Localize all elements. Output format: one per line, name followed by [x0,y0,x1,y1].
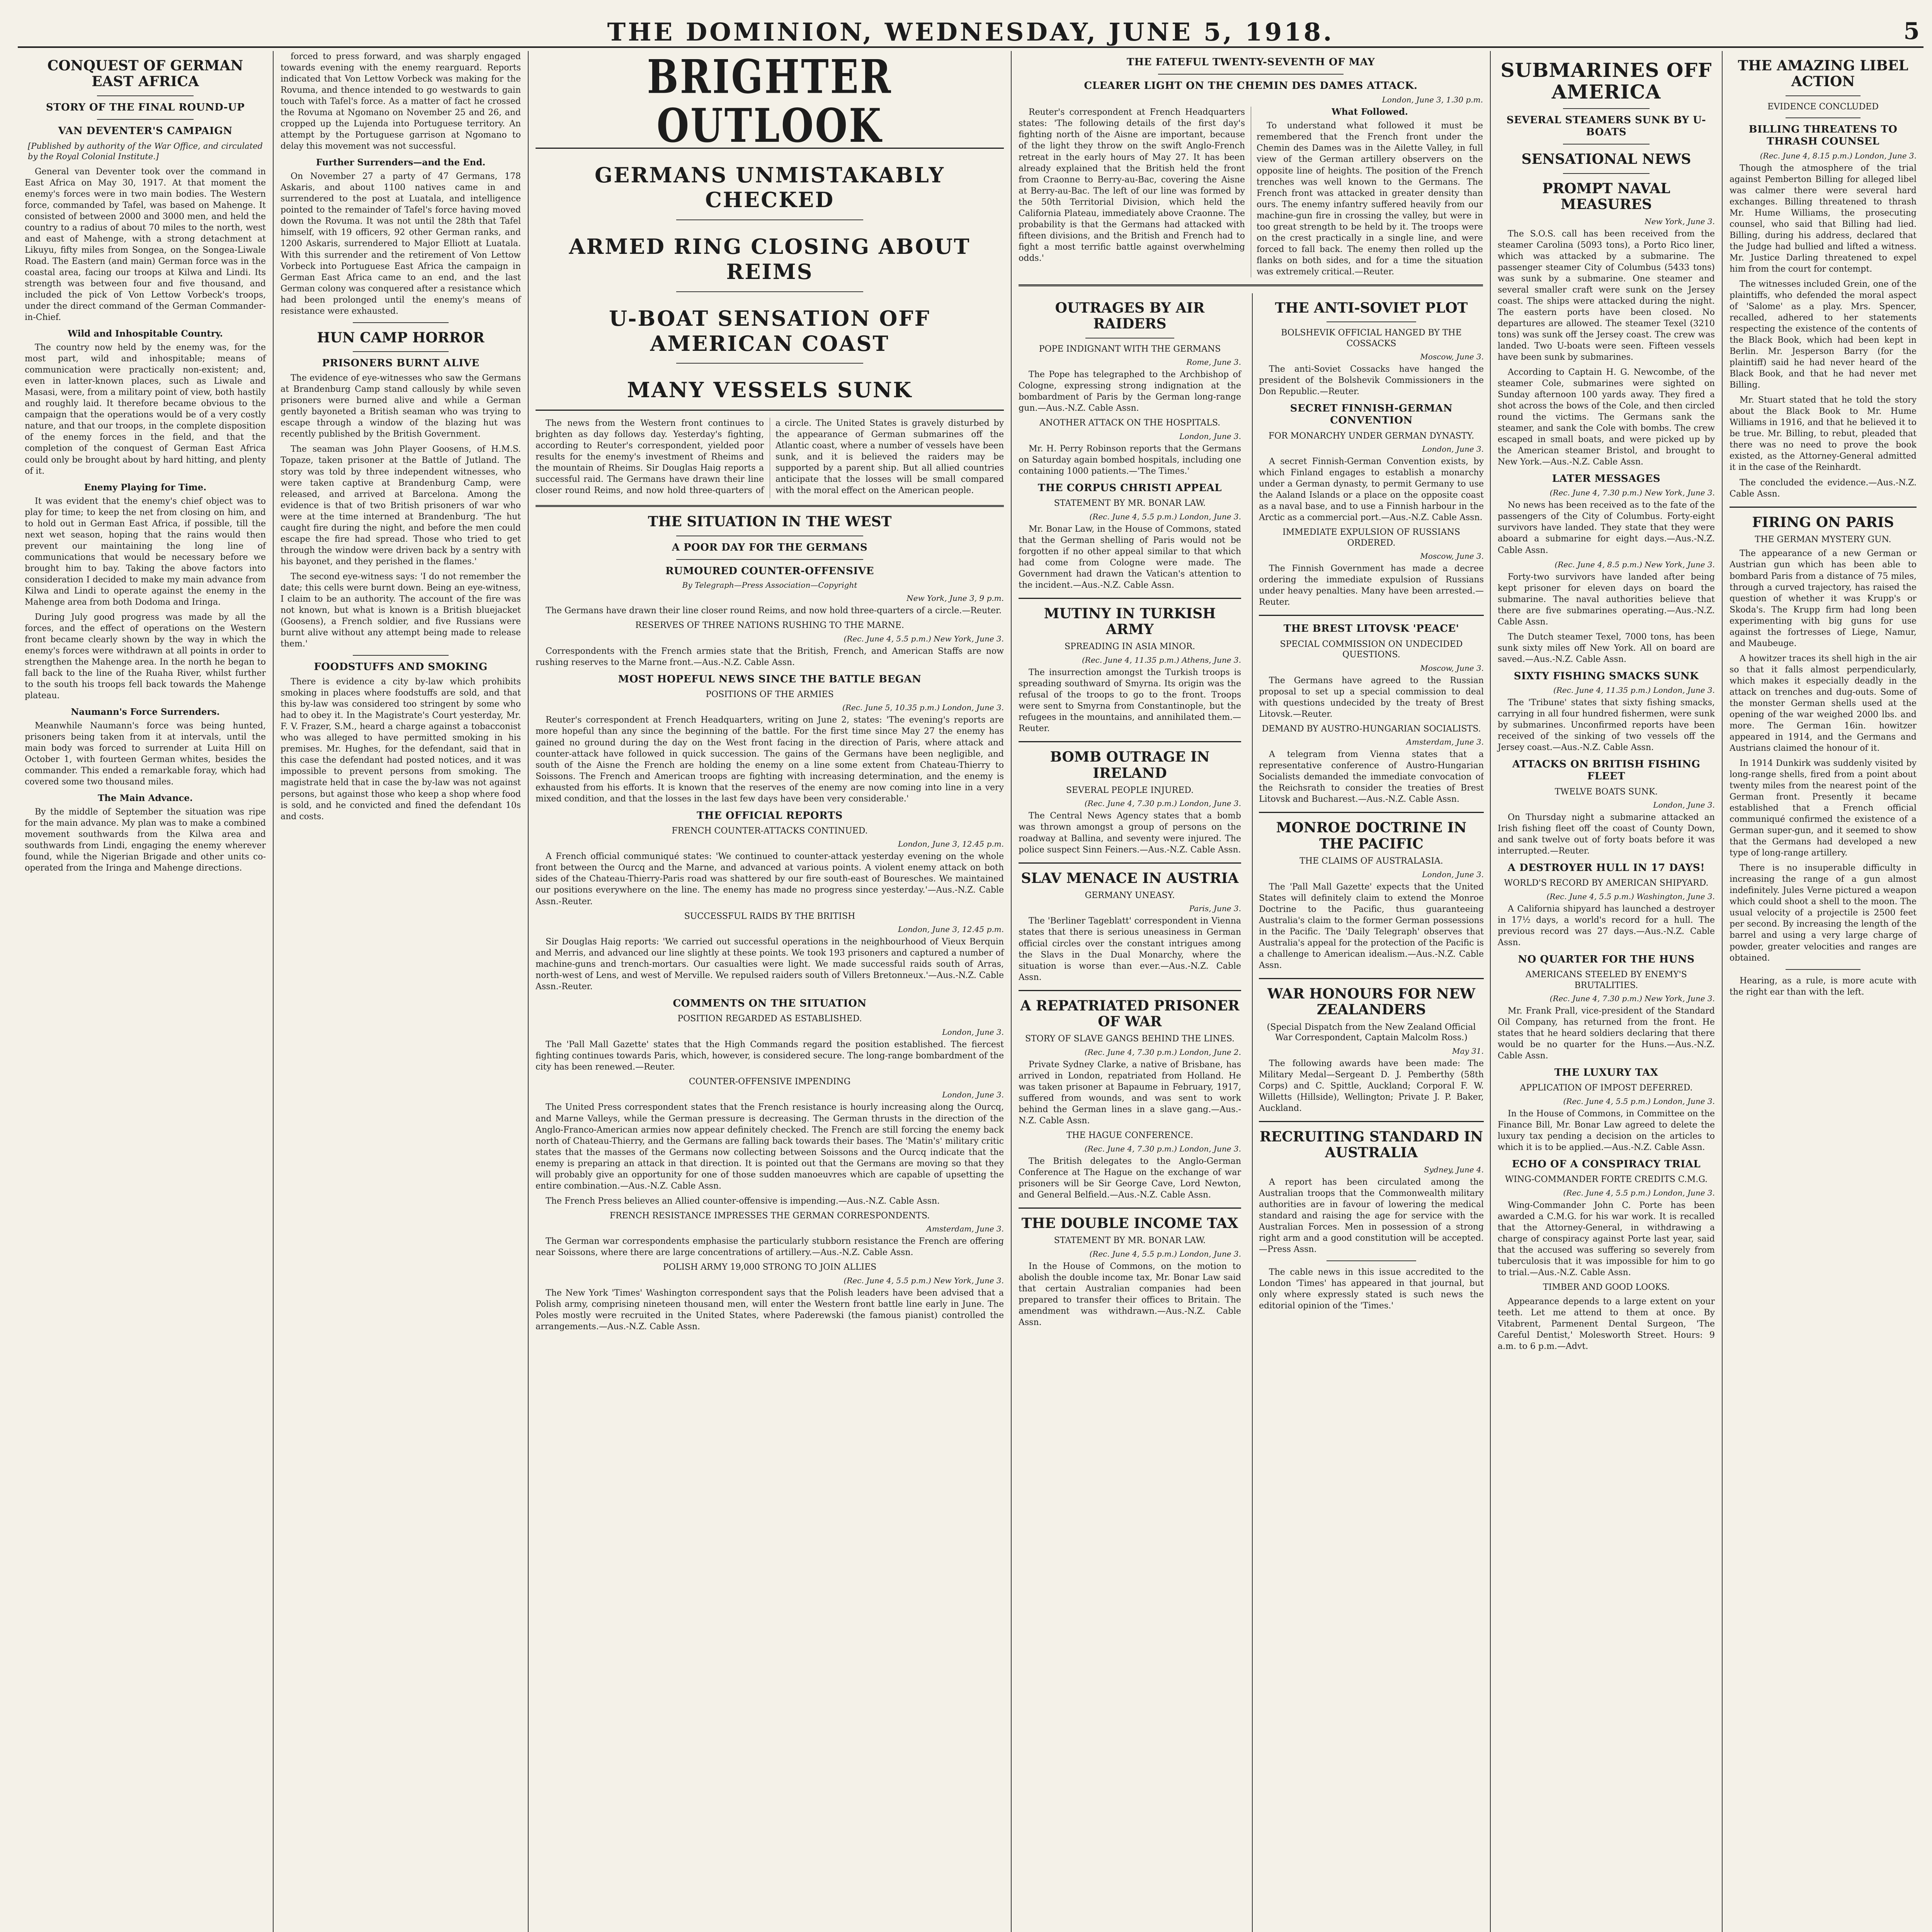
headline: SLAV MENACE IN AUSTRIA [1021,870,1239,886]
story-headline: THE CORPUS CHRISTI APPEAL [1037,482,1222,494]
divider [676,363,864,364]
headline: MUTINY IN TURKISH ARMY [1044,605,1216,638]
headline: SIXTY FISHING SMACKS SUNK [1514,670,1699,682]
divider [1327,1260,1417,1261]
subhead: What Followed. [1332,107,1408,117]
column-5 [1490,51,1722,1932]
paragraph: The evidence of eye-witnesses who saw the Germans at Brandenburg Camp stand callously by while seven prisoners were burned alive and while a German gently bayoneted a British seaman who was trying to escape through a window of the blazing hut was recently published by the British Government. [281,373,521,439]
paragraph: Mr. Stuart stated that he told the story about the Black Book to Mr. Hume Williams in 1916, and that he believed it to be true. Mr. Billing, to rebut, pleaded that there was no need to prove the book existed, as the Attorney-General admitted it in the case of the Reinhardt. [1730,395,1917,473]
deck: SPECIAL COMMISSION ON UNDECIDED QUESTIONS. [1280,639,1463,660]
paragraph: The Finnish Government has made a decree ordering the immediate expulsion of Russians under heavy penalties. Many have been arrested.—Reuter. [1259,564,1484,607]
deck: PRISONERS BURNT ALIVE [322,357,480,369]
paragraph: Though the atmosphere of the trial against Pemberton Billing for alleged libel was calmer there were several hard exchanges. Billing threatened to thrash Mr. Hume Williams, the prosecuting counsel, who said that Billing had lied. Billing, during his address, declared that the Judge had bullied and lifted a witness. Mr. Justice Darling threatened to expel him from the court for contempt. [1730,163,1917,274]
dateline: New York, June 3. [1645,216,1715,226]
dateline: Moscow, June 3. [1420,352,1484,362]
story-headline: COMMENTS ON THE SITUATION [673,998,867,1010]
deck: WING-COMMANDER FORTE CREDITS C.M.G. [1505,1175,1708,1185]
subdeck: VAN DEVENTER'S CAMPAIGN [58,125,233,137]
paragraph: forced to press forward, and was sharply engaged towards evening with the enemy rearguard. Reports indicated that Von Lettow Vorbeck was making for the Rovuma, and thence intended to go westwards to gain touch with Tafel's force. As a matter of fact he crossed the Rovuma at Ngomano on November 25 and 26, and cropped up the Lujenda into Portuguese territory. An attempt by the Portuguese garrison at Ngomano to delay this movement was not successful. [281,52,521,151]
deck: MANY VESSELS SUNK [627,378,913,403]
column-6 [1722,51,1923,1932]
story-headline: POLISH ARMY 19,000 STRONG TO JOIN ALLIES [663,1262,877,1272]
headline: NO QUARTER FOR THE HUNS [1518,953,1695,965]
story-headline: FRENCH RESISTANCE IMPRESSES THE GERMAN CORRESPONDENTS. [609,1211,930,1221]
paragraph: Reuter's correspondent at French Headquarters states: 'The following details of the first day's fighting north of the Aisne are important, because of the light they throw on the swift Anglo-French retreat in the early hours of May 27. It has been already explained that the British held the front from Craonne to Berry-au-Bac, covering the Aisne at Berry-au-Bac. The left of our line was formed by the 50th Territorial Division, which held the California Plateau, immediately above Craonne. The probability is that the Germans had attacked with fifteen divisions, and the British and French had to fight a most terrific battle against overwhelming odds.' [1019,107,1245,263]
divider [676,559,864,560]
story-headline: RESERVES OF THREE NATIONS RUSHING TO THE MARNE. [635,621,904,631]
dateline: Moscow, June 3. [1420,551,1484,561]
divider [536,410,1004,411]
paragraph: The United Press correspondent states that the French resistance is hourly increasing along the Ourcq, and Marne Valleys, while the German pressure is decreasing. The German thrusts in the direction of the Anglo-Franco-American armies now appear definitely checked. The French are still forcing the enemy back north of Chateau-Thierry, and the Germans are falling back towards their bases. The 'Matin's' military critic states that the masses of the Germans now collecting between Soissons and the Ourcq indicate that the enemy is preparing an attack in that direction. It is pointed out that the Germans are moving so that they will probably give an opportunity for one of those sudden manoeuvres which are capable of upsetting the entire combination.—Aus.-N.Z. Cable Assn. [536,1102,1004,1191]
paragraph: Sir Douglas Haig reports: 'We carried out successful operations in the neighbourhood of Vieux Berquin and Merris, and advanced our line slightly at these points. We took 193 prisoners and captured a number of machine-guns and trench-mortars. Our casualties were light. We made successful raids south of Arras, north-west of Lens, and west of Merville. We repulsed raiders south of Villers Bretonneux.'—Aus.-N.Z. Cable Assn.-Reuter. [536,937,1004,992]
bracket-note: [Published by authority of the War Office, and circulated by the Royal Colonial Institute.] [28,141,263,162]
headline: THE FATEFUL TWENTY-SEVENTH OF MAY [1126,56,1375,68]
story-headline: SUCCESSFUL RAIDS BY THE BRITISH [684,911,855,921]
deck: BILLING THREATENS TO THRASH COUNSEL [1748,124,1898,148]
dateline: (Rec. June 4, 7.30 p.m.) New York, June 3. [1549,488,1715,498]
column-3 [528,51,1011,1932]
deck: EVIDENCE CONCLUDED [1767,102,1879,112]
paragraph: The Pope has telegraphed to the Archbishop of Cologne, expressing strong indignation at the bombardment of Paris by the German long-range gun.—Aus.-N.Z. Cable Assn. [1019,370,1241,413]
main-headline: BRIGHTER OUTLOOK [647,51,893,153]
paragraph: There is no insuperable difficulty in increasing the range of a gun almost indefinitely. Jules Verne pictured a weapon which could shoot a shell to the moon. The usual velocity of a projectile is 2500 feet per second. By increasing the length of the barrel and using a very large charge of powder, greater velocities and ranges are obtained. [1730,863,1917,963]
headline: ECHO OF A CONSPIRACY TRIAL [1512,1158,1701,1170]
headline: MONROE DOCTRINE IN THE PACIFIC [1276,820,1467,852]
story-headline: IMMEDIATE EXPULSION OF RUSSIANS ORDERED. [1282,527,1460,548]
paragraph: To understand what followed it must be remembered that the French front under the Chemin des Dames was in the Ailette Valley, in full view of the German artillery observers on the opposite line of heights. The position of the French trenches was well known to the Germans. The French front was attacked in greater density than ours. The enemy infantry suffered heavily from our machine-gun fire in crossing the valley, but were in too great strength to be held by it. The troops were on the crest practically in a single line, and were forced to fall back. The enemy then rolled up the flanks on both sides, and for a time the situation was extremely critical.—Reuter. [1257,121,1483,277]
paragraph: On November 27 a party of 47 Germans, 178 Askaris, and about 1100 natives came in and surrendered to the post at Luatala, and intelligence pointed to the remainder of Tafel's force having moved down the Rovuma. It was not until the 28th that Tafel himself, with 19 officers, 92 other German ranks, and 1200 Askaris, surrendered to Major Elliott at Luatala. With this surrender and the retirement of Von Lettow Vorbeck into Portuguese East Africa the campaign in German East Africa came to an end, and the last German colony was conquered after a resistance which had been prolonged until the enemy's means of resistance were exhausted. [281,172,521,316]
dateline: Amsterdam, June 3. [926,1224,1004,1234]
story-deck: FRENCH COUNTER-ATTACKS CONTINUED. [672,826,868,836]
story-deck: POSITIONS OF THE ARMIES [706,689,834,699]
dateline: May 31. [1452,1046,1484,1056]
dateline: (Rec. June 4, 5.5 p.m.) London, June 3. [1563,1188,1715,1197]
divider [1786,117,1861,118]
headline: FIRING ON PARIS [1752,514,1894,531]
paragraph: It was evident that the enemy's chief object was to play for time; to keep the net from closing on him, and to hold out in German East Africa, if possible, till the next wet season, hoping that the rains would then prevent our maintaining the long line of communications that would be necessary before we brought him to bay. Taking the above factors into consideration I decided to make my main advance from Kilwa and Lindi to operate against the enemy in the Mahenge area from both Dodoma and Iringa. [25,496,266,607]
paragraph: Mr. Frank Prall, vice-president of the Standard Oil Company, has returned from the front. He states that he heard soldiers declaring that there would be no quarter for the Huns.—Aus.-N.Z. Cable Assn. [1498,1006,1715,1061]
headline: THE ANTI-SOVIET PLOT [1275,299,1468,316]
paragraph: The Germans have drawn their line closer round Reims, and now hold three-quarters of a circle.—Reuter. [546,606,1002,616]
divider [353,351,449,352]
paragraph: A California shipyard has launched a destroyer in 17½ days, a world's record for a hull. The previous record was 27 days.—Aus.-N.Z. Cable Assn. [1498,904,1715,947]
paragraph: Mr. H. Perry Robinson reports that the Germans on Saturday again bombed hospitals, including one containing 1000 patients.—'The Times.' [1019,444,1241,476]
paragraph: A report has been circulated among the Australian troops that the Commonwealth military authorities are in favour of lowering the medical standard and raising the age for service with the Australian Forces. Men in possession of a strong right arm and a good constitution will be accepted.—Press Assn. [1259,1177,1484,1254]
deck: CLEARER LIGHT ON THE CHEMIN DES DAMES ATTACK. [1084,80,1418,92]
column-2 [273,51,528,1932]
divider [536,505,1004,507]
headline: CONQUEST OF GERMAN EAST AFRICA [47,58,243,90]
paragraph: In the House of Commons, in Committee on the Finance Bill, Mr. Bonar Law agreed to delete the luxury tax pending a decision on the articles to which it is to be applied.—Aus.-N.Z. Cable Assn. [1498,1109,1715,1153]
dateline: (Rec. June 4, 7.30 p.m.) London, June 3. [1084,1144,1241,1153]
dateline: London, June 3. [1422,869,1484,879]
paragraph: The 'Tribune' states that sixty fishing smacks, carrying in all four hundred fishermen, were sunk by submarines. Unconfirmed reports have been received of the sinking of two vessels off the Jersey coast.—Aus.-N.Z. Cable Assn. [1498,697,1715,753]
dateline: (Rec. June 4, 5.5 p.m.) Washington, June 3. [1546,891,1715,901]
headline: SUBMARINES OFF AMERICA [1500,59,1712,103]
paragraph: Mr. Bonar Law, in the House of Commons, stated that the German shelling of Paris would not be forgotten if no other appeal similar to that which had come from Cologne were made. The Government had drawn the Vatican's attention to the incident.—Aus.-N.Z. Cable Assn. [1019,524,1241,590]
story-headline: COUNTER-OFFENSIVE IMPENDING [689,1077,851,1087]
deck: STORY OF THE FINAL ROUND-UP [46,101,245,113]
paragraph: The concluded the evidence.—Aus.-N.Z. Cable Assn. [1730,478,1917,499]
paragraph: The anti-Soviet Cossacks have hanged the president of the Bolshevik Commissioners in the Don Republic.—Reuter. [1259,364,1484,397]
deck: SPREADING IN ASIA MINOR. [1064,642,1196,652]
paragraph: The British delegates to the Anglo-German Conference at The Hague on the exchange of war prisoners will be Sir George Cave, Lord Newton, and General Belfield.—Aus.-N.Z. Cable Assn. [1019,1156,1241,1200]
story-deck: STATEMENT BY MR. BONAR LAW. [1054,498,1206,508]
dateline: London, June 3, 12.45 p.m. [898,925,1004,934]
section-headline: THE SITUATION IN THE WEST [648,514,892,530]
credit-line: By Telegraph—Press Association—Copyright [682,580,857,590]
headline: RECRUITING STANDARD IN AUSTRALIA [1259,1128,1483,1161]
subhead: Further Surrenders—and the End. [316,157,486,168]
divider [353,655,449,656]
headline: WAR HONOURS FOR NEW ZEALANDERS [1267,985,1476,1018]
dateline: (Rec. June 4, 5.5 p.m.) New York, June 3. [844,634,1004,643]
paragraph: By the middle of September the situation was ripe for the main advance. My plan was to make a combined movement southwards from the Kilwa area and southwards from Lindi, engaging the enemy wherever found, while the Nigerian Brigade and other units co-operated from the Iringa and Mahenge directions. [25,807,266,873]
paragraph: The 'Pall Mall Gazette' states that the High Commands regard the position established. The fiercest fighting continues towards Paris, which, however, is considered secure. The long-range bombardment of the city has been renewed.—Reuter. [536,1039,1004,1072]
story-deck: FOR MONARCHY UNDER GERMAN DYNASTY. [1268,431,1475,441]
divider [1019,1208,1241,1209]
dateline: (Rec. June 4, 11.35 p.m.) London, June 3. [1553,685,1715,695]
divider [1786,95,1861,96]
paragraph: The New York 'Times' Washington correspondent says that the Polish leaders have been advised that a Polish army, comprising nineteen thousand men, will enter the Western front battle line early in June. The Poles mostly were recruited in the United States, where Paderewski (the famous pianist) controlled the arrangements.—Aus.-N.Z. Cable Assn. [536,1288,1004,1332]
dateline: Rome, June 3. [1186,357,1241,367]
column-4 [1011,51,1490,1932]
divider [1019,741,1241,742]
deck: STORY OF SLAVE GANGS BEHIND THE LINES. [1025,1034,1235,1044]
divider [1259,812,1484,813]
paragraph: The second eye-witness says: 'I do not remember the date; this cells were burnt down. Being an eye-witness, I claim to be an authority. The account of the fire was not known, but what is known is a British bluejacket (Goosens), a French soldier, and five Russians were burnt alive without any attempt being made to release them.' [281,571,521,649]
dateline: (Rec. June 5, 10.35 p.m.) London, June 3. [842,703,1004,713]
subhead: Enemy Playing for Time. [84,482,207,493]
paragraph: Meanwhile Naumann's force was being hunted, prisoners being taken from it at intervals, until the main body was forced to surrender at Luita Hill on October 1, with fourteen German whites, besides the commander. This ended a remarkable foray, which had covered some two thousand miles. [25,721,266,787]
headline: OUTRAGES BY AIR RAIDERS [1055,299,1205,332]
deck: THE CLAIMS OF AUSTRALASIA. [1299,856,1443,866]
paragraph: No news has been received as to the fate of the passengers of the City of Columbus. Forty-eight survivors have landed. They state that they were aboard a submarine for eight days.—Aus.-N.Z. Cable Assn. [1498,500,1715,555]
paragraph: Reuter's correspondent at French Headquarters, writing on June 2, states: 'The evening's reports are more hopeful than any since the beginning of the battle. For the first time since May 27 the enemy has gained no ground during the day on the West front facing in the direction of Paris, where attack and counter-attack have followed in quick succession. The gains of the Germans have been negligible, and south of the Aisne the French are holding the enemy on a line some extent from Chateau-Thierry to Soissons. The French and American troops are fighting with increasing determination, and the enemy is exhausted from his efforts. It is known that the reserves of the enemy are now coming into line in a very mixed condition, and that the losses in the last few days have been very considerable.' [536,715,1004,804]
dateline: London, June 3. [1653,800,1715,810]
divider [97,119,194,120]
divider [1019,862,1241,864]
paragraph: The country now held by the enemy was, for the most part, wild and inhospitable; means of communication were practically non-existent; and, even in latter-known places, such as Liwale and Masasi, were, from a military point of view, both hastily and roughly laid. It therefore became obvious to the campaign that the operations would be of a very costly nature, and that our troops, in the complete disposition of the enemy forces in the field, and that the completion of the conquest of German East Africa could only be brought about by hard hitting, and plenty of it. [25,343,266,476]
lead-block [536,418,1004,498]
paragraph: The witnesses included Grein, one of the plaintiffs, who defended the moral aspect of 'Salome' as a play. Mrs. Spencer, recalled, adhered to her statements respecting the existence of the contents of the Black Book, which had been kept in Berlin. Mr. Jesperson Barry (for the plaintiff) said he had never heard of the Black Book, and that he had never met Billing. [1730,279,1917,390]
deck: GERMANS UNMISTAKABLY CHECKED [595,162,945,213]
divider [1563,144,1650,145]
paragraph: In the House of Commons, on the motion to abolish the double income tax, Mr. Bonar Law said that certain Australian companies had been prepared to transfer their offices to Britain. The amendment was withdrawn.—Aus.-N.Z. Cable Assn. [1019,1261,1241,1327]
divider [97,95,194,96]
story-headline: THE OFFICIAL REPORTS [697,810,843,821]
story-headline: THE HAGUE CONFERENCE. [1066,1131,1194,1141]
split-columns [1019,293,1483,1932]
dateline: Sydney, June 4. [1424,1165,1484,1174]
paragraph: Private Sydney Clarke, a native of Brisbane, has arrived in London, repatriated from Holland. He was taken prisoner at Bapaume in February, 1917, suffered from wounds, and was sent to work behind the German lines in a slave gang.—Aus.-N.Z. Cable Assn. [1019,1060,1241,1126]
paragraph: The German war correspondents emphasise the particularly stubborn resistance the French are offering near Soissons, where there are large concentrations of artillery.—Aus.-N.Z. Cable Assn. [536,1236,1004,1258]
dateline: (Rec. June 4, 5.5 p.m.) London, June 3. [1089,1249,1241,1259]
dateline: New York, June 3, 9 p.m. [906,594,1004,603]
subhead: Naumann's Force Surrenders. [71,707,220,718]
divider [1786,969,1861,970]
deck: (Special Dispatch from the New Zealand Official War Correspondent, Captain Malcolm Ross.) [1267,1022,1476,1043]
headline: HUN CAMP HORROR [317,329,485,346]
deck: THE GERMAN MYSTERY GUN. [1755,534,1891,544]
story-deck: POSITION REGARDED AS ESTABLISHED. [677,1014,862,1024]
section-deck: A POOR DAY FOR THE GERMANS [672,541,868,553]
paragraph: A howitzer traces its shell high in the air so that it falls almost perpendicularly, which makes it especially deadly in the attack on trenches and dug-outs. Some of the monster German shells used at the opening of the war weighed 2000 lbs. and more. The German 16in. howitzer appeared in 1914, and the Germans and Austrians claimed the honour of it. [1730,653,1917,753]
paragraph: The S.O.S. call has been received from the steamer Carolina (5093 tons), a Porto Rico liner, which was attacked by a submarine. The passenger steamer City of Columbus (5433 tons) was sunk by a submarine. One steamer and several smaller craft were sunk on the Jersey coast. The ships were attacked during the night. The eastern ports have been closed. No departures are allowed. The steamer Texel (3210 tons) was sunk off the Jersey coast. The crew was landed. Two U-boats were seen. Fifteen vessels have been sunk by submarines. [1498,229,1715,362]
divider [1259,1121,1484,1122]
divider [1730,507,1917,508]
dateline: London, June 3. [1422,444,1484,454]
paragraph: In 1914 Dunkirk was suddenly visited by long-range shells, fired from a point about twenty miles from the nearest point of the German front. Presently it became established that a French official communiqué confirmed the existence of a German super-gun, and it seemed to show that the Germans had developed a new type of long-range artillery. [1730,759,1917,858]
paragraph: Forty-two survivors have landed after being kept prisoner for eleven days on board the submarine. The naval authorities believe that there are five submarines operating.—Aus.-N.Z. Cable Assn. [1498,572,1715,627]
dateline: (Rec. June 4, 5.5 p.m.) New York, June 3. [844,1276,1004,1285]
paragraph: The seaman was John Player Goosens, of H.M.S. Topaze, taken prisoner at the Battle of Jutland. The story was told by three independent witnesses, who were taken captive at Brandenburg Camp, were released, and arrived at Barcelona. Among the evidence is that of two British prisoners of war who were at the time interned at Brandenburg. 'The hut caught fire during the night, and before the men could escape the fire had spread. Those who tried to get through the window were driven back by a sentry with his bayonet, and they perished in the flames.' [281,444,521,566]
dateline: London, June 3. [942,1090,1004,1100]
story-headline: ANOTHER ATTACK ON THE HOSPITALS. [1039,418,1221,428]
paragraph: The 'Pall Mall Gazette' expects that the United States will definitely claim to extend the Monroe Doctrine to the Pacific, thus guaranteeing Australia's claim to the former German possessions in the Pacific. The 'Daily Telegraph' observes that Australia's appeal for the protection of the Pacific is a challenge to American idealism.—Aus.-N.Z. Cable Assn. [1259,882,1484,970]
deck: GERMANY UNEASY. [1085,890,1175,900]
deck: ARMED RING CLOSING ABOUT REIMS [569,234,971,284]
paragraph: The Dutch steamer Texel, 7000 tons, has been sunk sixty miles off New York. All on board are saved.—Aus.-N.Z. Cable Assn. [1498,632,1715,664]
headline: A REPATRIATED PRISONER OF WAR [1020,997,1240,1030]
dateline: London, June 3. [942,1027,1004,1037]
deck: SEVERAL PEOPLE INJURED. [1066,785,1194,795]
story-headline: SECRET FINNISH-GERMAN CONVENTION [1290,403,1453,427]
notice: The cable news in this issue accredited to the London 'Times' has appeared in that journal, but only where expressly stated is such news the editorial opinion of the 'Times.' [1259,1267,1484,1311]
dateline: Amsterdam, June 3. [1406,737,1484,747]
divider [1158,74,1344,75]
section-subdeck: RUMOURED COUNTER-OFFENSIVE [665,565,874,577]
paragraph: The 'Berliner Tageblatt' correspondent in Vienna states that there is serious uneasiness in German official circles over the constant intrigues among the Slavs in the Dual Monarchy, where the situation is worse than ever.—Aus.-N.Z. Cable Assn. [1019,916,1241,982]
masthead [18,15,1923,48]
divider [676,291,864,292]
advert-headline: TIMBER AND GOOD LOOKS. [1543,1282,1670,1293]
dateline: London, June 3, 1.30 p.m. [1382,95,1483,105]
deck: WORLD'S RECORD BY AMERICAN SHIPYARD. [1504,878,1709,888]
deck: TWELVE BOATS SUNK. [1554,787,1658,797]
sub-column-right [1252,293,1484,1932]
paragraph: A telegram from Vienna states that a representative conference of Austro-Hungarian Socialists demanded the immediate convocation of the Reichsrath to consider the treaties of Brest Litovsk and Bucharest.—Aus.-N.Z. Cable Assn. [1259,750,1484,804]
divider [1563,108,1650,109]
headline: PROMPT NAVAL MEASURES [1542,180,1670,213]
headline: BOMB OUTRAGE IN IRELAND [1050,749,1210,781]
dateline: (Rec. June 4, 5.5 p.m.) London, June 3. [1563,1096,1715,1106]
dateline: (Rec. June 4, 7.30 p.m.) London, June 3. [1084,799,1241,808]
dateline: London, June 3, 12.45 p.m. [898,839,1004,849]
masthead-title: THE DOMINION, WEDNESDAY, JUNE 5, 1918. [607,18,1334,47]
headline: A DESTROYER HULL IN 17 DAYS! [1507,862,1705,874]
subhead: Wild and Inhospitable Country. [68,328,223,339]
deck: SENSATIONAL NEWS [1521,151,1691,168]
story-headline: DEMAND BY AUSTRO-HUNGARIAN SOCIALISTS. [1262,724,1481,734]
divider [1019,284,1483,286]
divider [1019,990,1241,991]
paragraph: According to Captain H. G. Newcombe, of the steamer Cole, submarines were sighted on Sunday afternoon 100 yards away. They fired a shot across the bows of the Cole, and then circled round the victims. The Germans sank the steamer, and sank the Cole with bombs. The crew escaped in small boats, and were picked up by the American steamer Bristol, and brought to New York.—Aus.-N.Z. Cable Assn. [1498,367,1715,467]
deck: POPE INDIGNANT WITH THE GERMANS [1039,344,1221,354]
dateline: (Rec. June 4, 7.30 p.m.) New York, June 3. [1549,994,1715,1003]
paragraph: There is evidence a city by-law which prohibits smoking in places where foodstuffs are sold, and that this by-law was considered too stringent by some who had to obey it. In the Magistrate's Court yesterday, Mr. F. V. Frazer, S.M., heard a charge against a tobacconist who was alleged to have permitted smoking in his premises. Mr. Hughes, for the defendant, said that in this case the defendant had posted notices, and it was impossible to prevent persons from smoking. The magistrate held that in case the by-law was not against persons, but against those who keep a shop where food is sold, and he convicted and fined the defendant 10s and costs. [281,677,521,821]
deck: BOLSHEVIK OFFICIAL HANGED BY THE COSSACKS [1281,328,1462,349]
headline: THE AMAZING LIBEL ACTION [1738,58,1908,90]
divider [676,219,864,220]
column-1 [18,51,273,1932]
columns [18,51,1923,1932]
deck: STATEMENT BY MR. BONAR LAW. [1054,1236,1206,1246]
filler-paragraph: Hearing, as a rule, is more acute with the right ear than with the left. [1730,976,1917,997]
paragraph: General van Deventer took over the command in East Africa on May 30, 1917. At that moment the enemy's forces were in two main bodies. The Western force, commanded by Tafel, was based on Mahenge. It consisted of between 2000 and 3000 men, and held the country to a radius of about 70 miles to the north, west and east of Mahenge, with a strong detachment at Likuyu, fifty miles from Songea, on the Songea-Liwale Road. The Eastern (and main) German force was in the coastal area, facing our troops at Kilwa and Lindi. Its strength was between four and five thousand, and included the pick of Von Lettow Vorbeck's troops, under the direct command of the German Commander-in-Chief. [25,167,266,323]
deck: SEVERAL STEAMERS SUNK BY U-BOATS [1506,114,1706,138]
subhead: The Main Advance. [98,793,193,804]
dateline: (Rec. June 4, 8.5 p.m.) New York, June 3. [1554,560,1715,569]
story-headline: MOST HOPEFUL NEWS SINCE THE BATTLE BEGAN [618,673,922,685]
paragraph: Correspondents with the French armies state that the British, French, and American Staffs are now rushing reserves to the Marne front.—Aus.-N.Z. Cable Assn. [536,646,1004,667]
dateline: London, June 3. [1179,431,1241,441]
paragraph: The French Press believes an Allied counter-offensive is impending.—Aus.-N.Z. Cable Assn. [546,1196,940,1206]
divider [1563,173,1650,174]
paragraph: During July good progress was made by all the forces, and the effect of operations on the Western front became clearly shown by the way in which the enemy's forces were withdrawn at all points in order to strengthen the Mahenge area. In the north he began to fall back to the line of the Ruaha River, whilst further to the south his troops fell back towards the Mahenge plateau. [25,612,266,701]
headline: THE LUXURY TAX [1554,1067,1658,1079]
dateline: (Rec. June 4, 5.5 p.m.) London, June 3. [1089,512,1241,521]
dateline: Moscow, June 3. [1420,663,1484,673]
headline: THE BREST LITOVSK 'PEACE' [1283,623,1459,635]
paragraph: The following awards have been made: The Military Medal—Sergeant D. J. Pemberthy (58th Corps) and C. Spittle, Auckland; Corporal F. W. Willetts (Hillside), Wellington; Private J. P. Baker, Auckland. [1259,1058,1484,1113]
headline: ATTACKS ON BRITISH FISHING FLEET [1512,759,1701,782]
divider [1259,615,1484,616]
dateline: Paris, June 3. [1189,904,1241,913]
deck: APPLICATION OF IMPOST DEFERRED. [1520,1083,1693,1093]
dateline: (Rec. June 4, 8.15 p.m.) London, June 3. [1760,151,1917,160]
divider [1259,978,1484,979]
dateline: (Rec. June 4, 7.30 p.m.) London, June 2. [1084,1047,1241,1057]
paragraph: The insurrection amongst the Turkish troops is spreading southward of Smyrna. Its origin was the refusal of the troops to go to the front. Troops were sent to Smyrna from Constantinople, but the refugees in the mountains, and annihilated them.—Reuter. [1019,667,1241,734]
story-block [1019,107,1483,277]
headline: THE DOUBLE INCOME TAX [1021,1215,1238,1231]
paragraph: The Germans have agreed to the Russian proposal to set up a special commission to deal with questions undecided by the treaty of Brest Litovsk.—Reuter. [1259,675,1484,719]
headline: FOODSTUFFS AND SMOKING [314,661,488,673]
dateline: (Rec. June 4, 11.35 p.m.) Athens, June 3. [1082,655,1241,665]
sub-column-left [1019,293,1247,1932]
deck: U-BOAT SENSATION OFF AMERICAN COAST [609,306,930,356]
lead-paragraph: The news from the Western front continues to brighten as day follows day. Yesterday's fighting, according to Reuter's correspondent, yielded poor results for the enemy's investment of Rheims and the mountain of Rheims. Sir Douglas Haig reports a successful raid. The Germans have drawn their line closer round Reims, and now hold three-quarters of a circle. The United States is gravely disturbed by the appearance of German submarines off the Atlantic coast, where a number of vessels have been sunk, and it is believed the raiders may be supported by a parent ship. But all allied countries anticipate that the losses will be small compared with the moral effect on the American people. [536,418,1004,496]
paragraph: A secret Finnish-German Convention exists, by which Finland engages to establish a monarchy under a German dynasty, to permit Germany to use the Aaland Islands or a place on the opposite coast as a naval base, and to use a Finnish harbour in the Arctic as a commercial port.—Aus.-N.Z. Cable Assn. [1259,457,1484,523]
paragraph: The Central News Agency states that a bomb was thrown amongst a group of persons on the roadway at Ballina, and seventy were injured. The police suspect Sinn Feiners.—Aus.-N.Z. Cable Assn. [1019,811,1241,855]
divider [353,322,449,323]
paragraph: Wing-Commander John C. Porte has been awarded a C.M.G. for his war work. It is recalled that the Attorney-General, in withdrawing a charge of conspiracy against Porte last year, said that the accused was suffering so severely from tuberculosis that it was impossible for him to go to trial.—Aus.-N.Z. Cable Assn. [1498,1200,1715,1277]
paragraph: On Thursday night a submarine attacked an Irish fishing fleet off the coast of County Down, and sank twelve out of forty boats before it was interrupted.—Reuter. [1498,813,1715,856]
deck: AMERICANS STEELED BY ENEMY'S BRUTALITIES. [1526,970,1687,990]
story-headline: LATER MESSAGES [1552,473,1661,485]
divider [1327,321,1417,322]
advert-text: Appearance depends to a large extent on your teeth. Let me attend to them at once. By Vitabrent, Parmenent Dental Surgeon, 'The Careful Dentist,' Molesworth Street. Hours: 9 a.m. to 6 p.m.—Advt. [1498,1296,1715,1351]
page-number: 5 [1903,18,1920,45]
paragraph: The appearance of a new German or Austrian gun which has been able to bombard Paris from a distance of 75 miles, through a curved trajectory, has raised the question of whether it was Krupp's or Skoda's. The Krupp firm had long been experimenting with big guns for use against the fortresses of Liege, Namur, and Maubeuge. [1730,549,1917,648]
divider [1019,598,1241,599]
paragraph: A French official communiqué states: 'We continued to counter-attack yesterday evening on the whole front between the Ourcq and the Marne, and advanced at various points. A violent enemy attack on both sides of the Chateau-Thierry-Paris road was shattered by our fire south-east of Bouresches. We maintained our positions everywhere on the line. The enemy has made no progress since yesterday.'—Aus.-N.Z. Cable Assn.-Reuter. [536,852,1004,906]
